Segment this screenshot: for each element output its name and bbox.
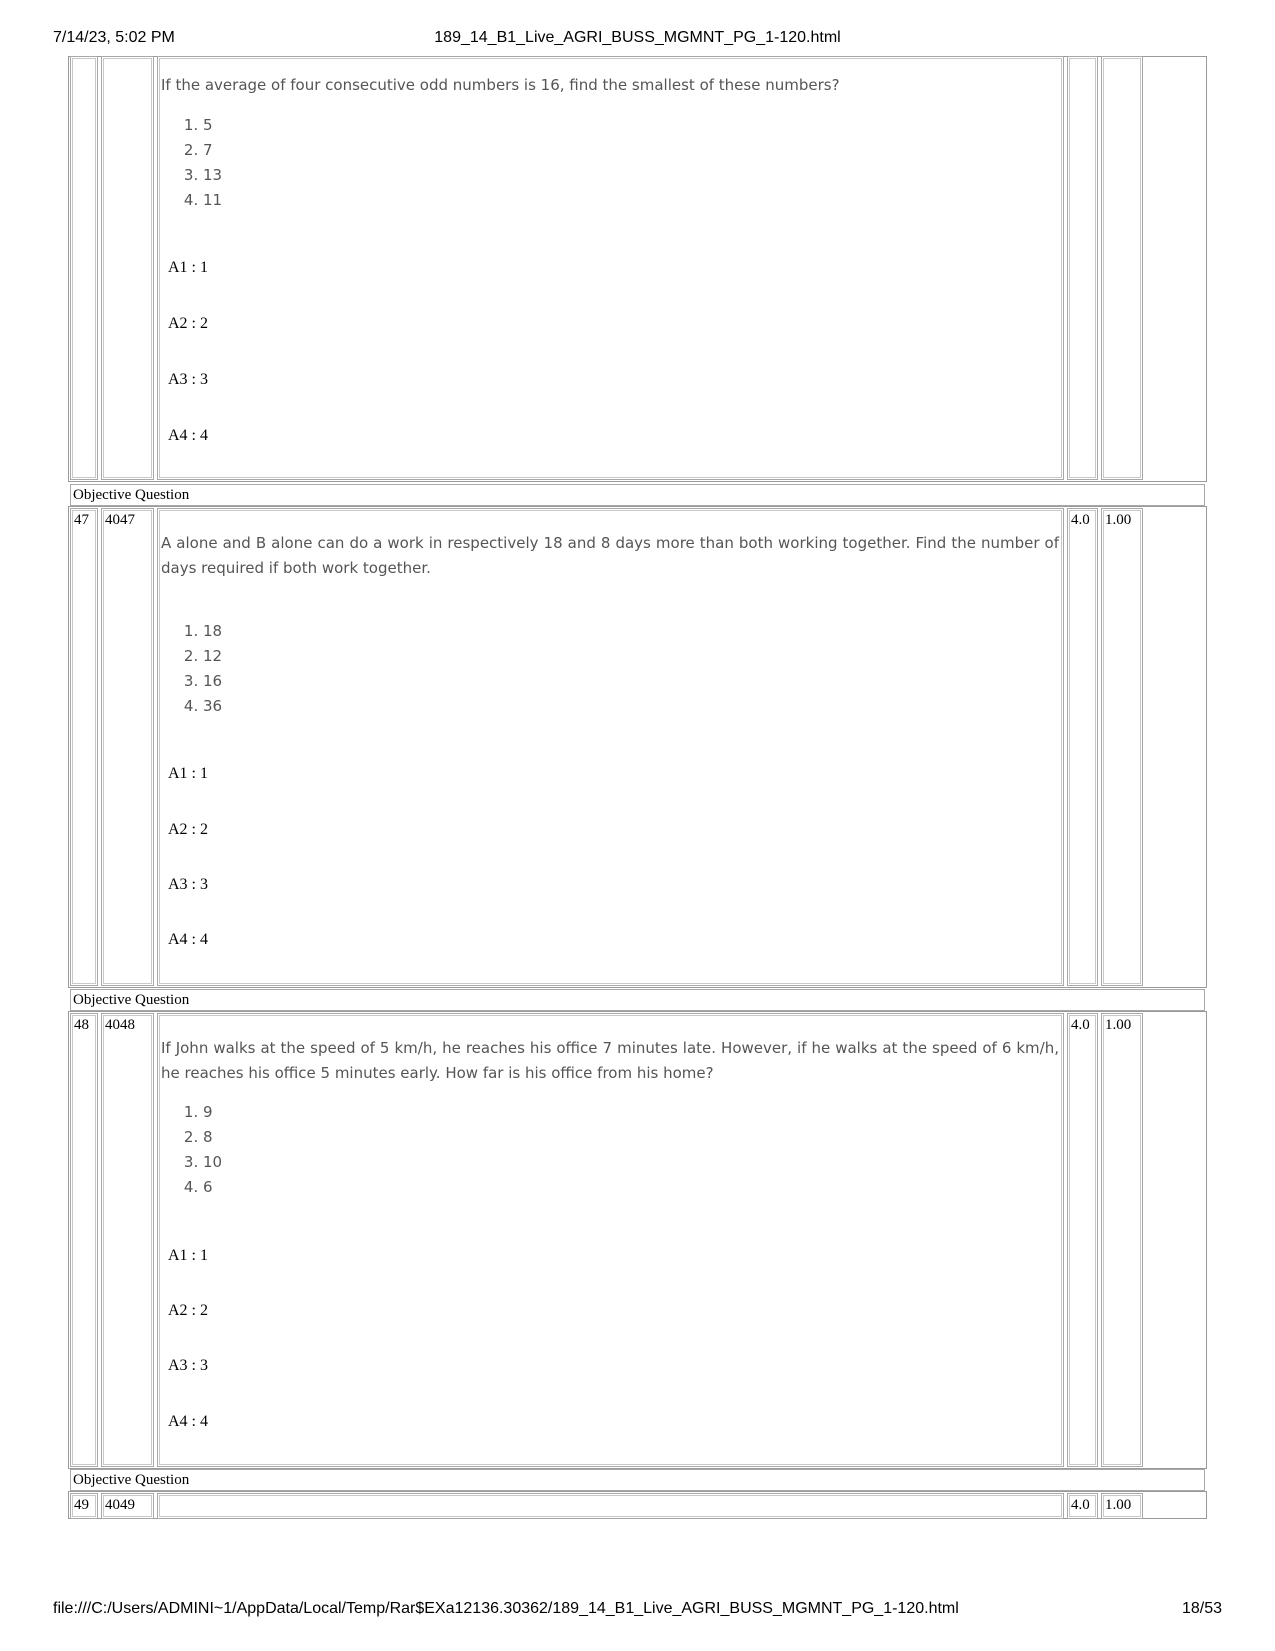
print-file-path: file:///C:/Users/ADMINI~1/AppData/Local/Temp/Rar$EXa12136.30362/189_14_B1_Live_AGRI_BUSS_MGMNT_PG_1-120.html — [53, 1600, 959, 1617]
answer-label: A2 : 2 — [168, 821, 208, 838]
option-item: 2. 12 — [203, 644, 222, 669]
answer-label: A2 : 2 — [168, 315, 208, 332]
qid-cell — [101, 56, 154, 480]
question-body-cell — [157, 1013, 1064, 1467]
print-datetime: 7/14/23, 5:02 PM — [53, 29, 175, 46]
question-type-label: Objective Question — [70, 484, 1205, 506]
question-body-cell — [157, 508, 1064, 986]
answer-label: A4 : 4 — [168, 427, 208, 444]
question-marks: 4.0 — [1067, 1013, 1098, 1467]
answer-label: A3 : 3 — [168, 876, 208, 893]
answer-label: A2 : 2 — [168, 1302, 208, 1319]
print-header — [0, 29, 1275, 51]
marks-cell — [1067, 56, 1098, 480]
option-item: 3. 16 — [203, 669, 222, 694]
question-negative-marks: 1.00 — [1101, 1493, 1143, 1519]
option-item: 1. 9 — [203, 1100, 222, 1125]
question-serial-number: 49 — [70, 1493, 98, 1519]
question-serial-number: 47 — [70, 508, 98, 986]
answer-label: A3 : 3 — [168, 1357, 208, 1374]
answer-label: A3 : 3 — [168, 371, 208, 388]
question-negative-marks: 1.00 — [1101, 1013, 1143, 1467]
print-footer — [0, 1600, 1275, 1622]
question-id: 4048 — [101, 1013, 154, 1467]
sno-cell — [70, 56, 98, 480]
question-type-label: Objective Question — [70, 1469, 1205, 1491]
question-body-cell — [157, 56, 1064, 480]
option-item: 1. 18 — [203, 619, 222, 644]
option-item: 4. 6 — [203, 1175, 222, 1200]
question-text: If John walks at the speed of 5 km/h, he reaches his office 7 minutes late. However, if he walks at the speed of 6 km/h, he reaches his office 5 minutes early. How far is his office from his home? — [161, 1039, 1059, 1082]
question-marks: 4.0 — [1067, 1493, 1098, 1519]
option-item: 4. 36 — [203, 694, 222, 719]
negative-marks-cell — [1101, 56, 1143, 480]
option-item: 3. 10 — [203, 1150, 222, 1175]
answer-label: A1 : 1 — [168, 1247, 208, 1264]
option-item: 3. 13 — [203, 163, 222, 188]
options-list — [158, 1100, 222, 1200]
answer-label: A4 : 4 — [168, 1413, 208, 1430]
question-body-cell — [157, 1493, 1064, 1519]
question-serial-number: 48 — [70, 1013, 98, 1467]
question-id: 4047 — [101, 508, 154, 986]
answer-label: A1 : 1 — [168, 765, 208, 782]
question-marks: 4.0 — [1067, 508, 1098, 986]
question-text: A alone and B alone can do a work in respectively 18 and 8 days more than both working together. Find the number of days required if both work together. — [161, 534, 1059, 577]
options-list — [158, 113, 222, 213]
option-item: 2. 8 — [203, 1125, 222, 1150]
print-document-title: 189_14_B1_Live_AGRI_BUSS_MGMNT_PG_1-120.html — [434, 29, 841, 46]
option-item: 1. 5 — [203, 113, 222, 138]
question-text: If the average of four consecutive odd numbers is 16, find the smallest of these numbers? — [161, 76, 840, 94]
option-item: 2. 7 — [203, 138, 222, 163]
question-type-label: Objective Question — [70, 989, 1205, 1011]
answer-label: A4 : 4 — [168, 931, 208, 948]
answer-label: A1 : 1 — [168, 259, 208, 276]
question-negative-marks: 1.00 — [1101, 508, 1143, 986]
option-item: 4. 11 — [203, 188, 222, 213]
print-page-number: 18/53 — [1181, 1600, 1222, 1617]
options-list — [158, 619, 222, 719]
question-id: 4049 — [101, 1493, 154, 1519]
